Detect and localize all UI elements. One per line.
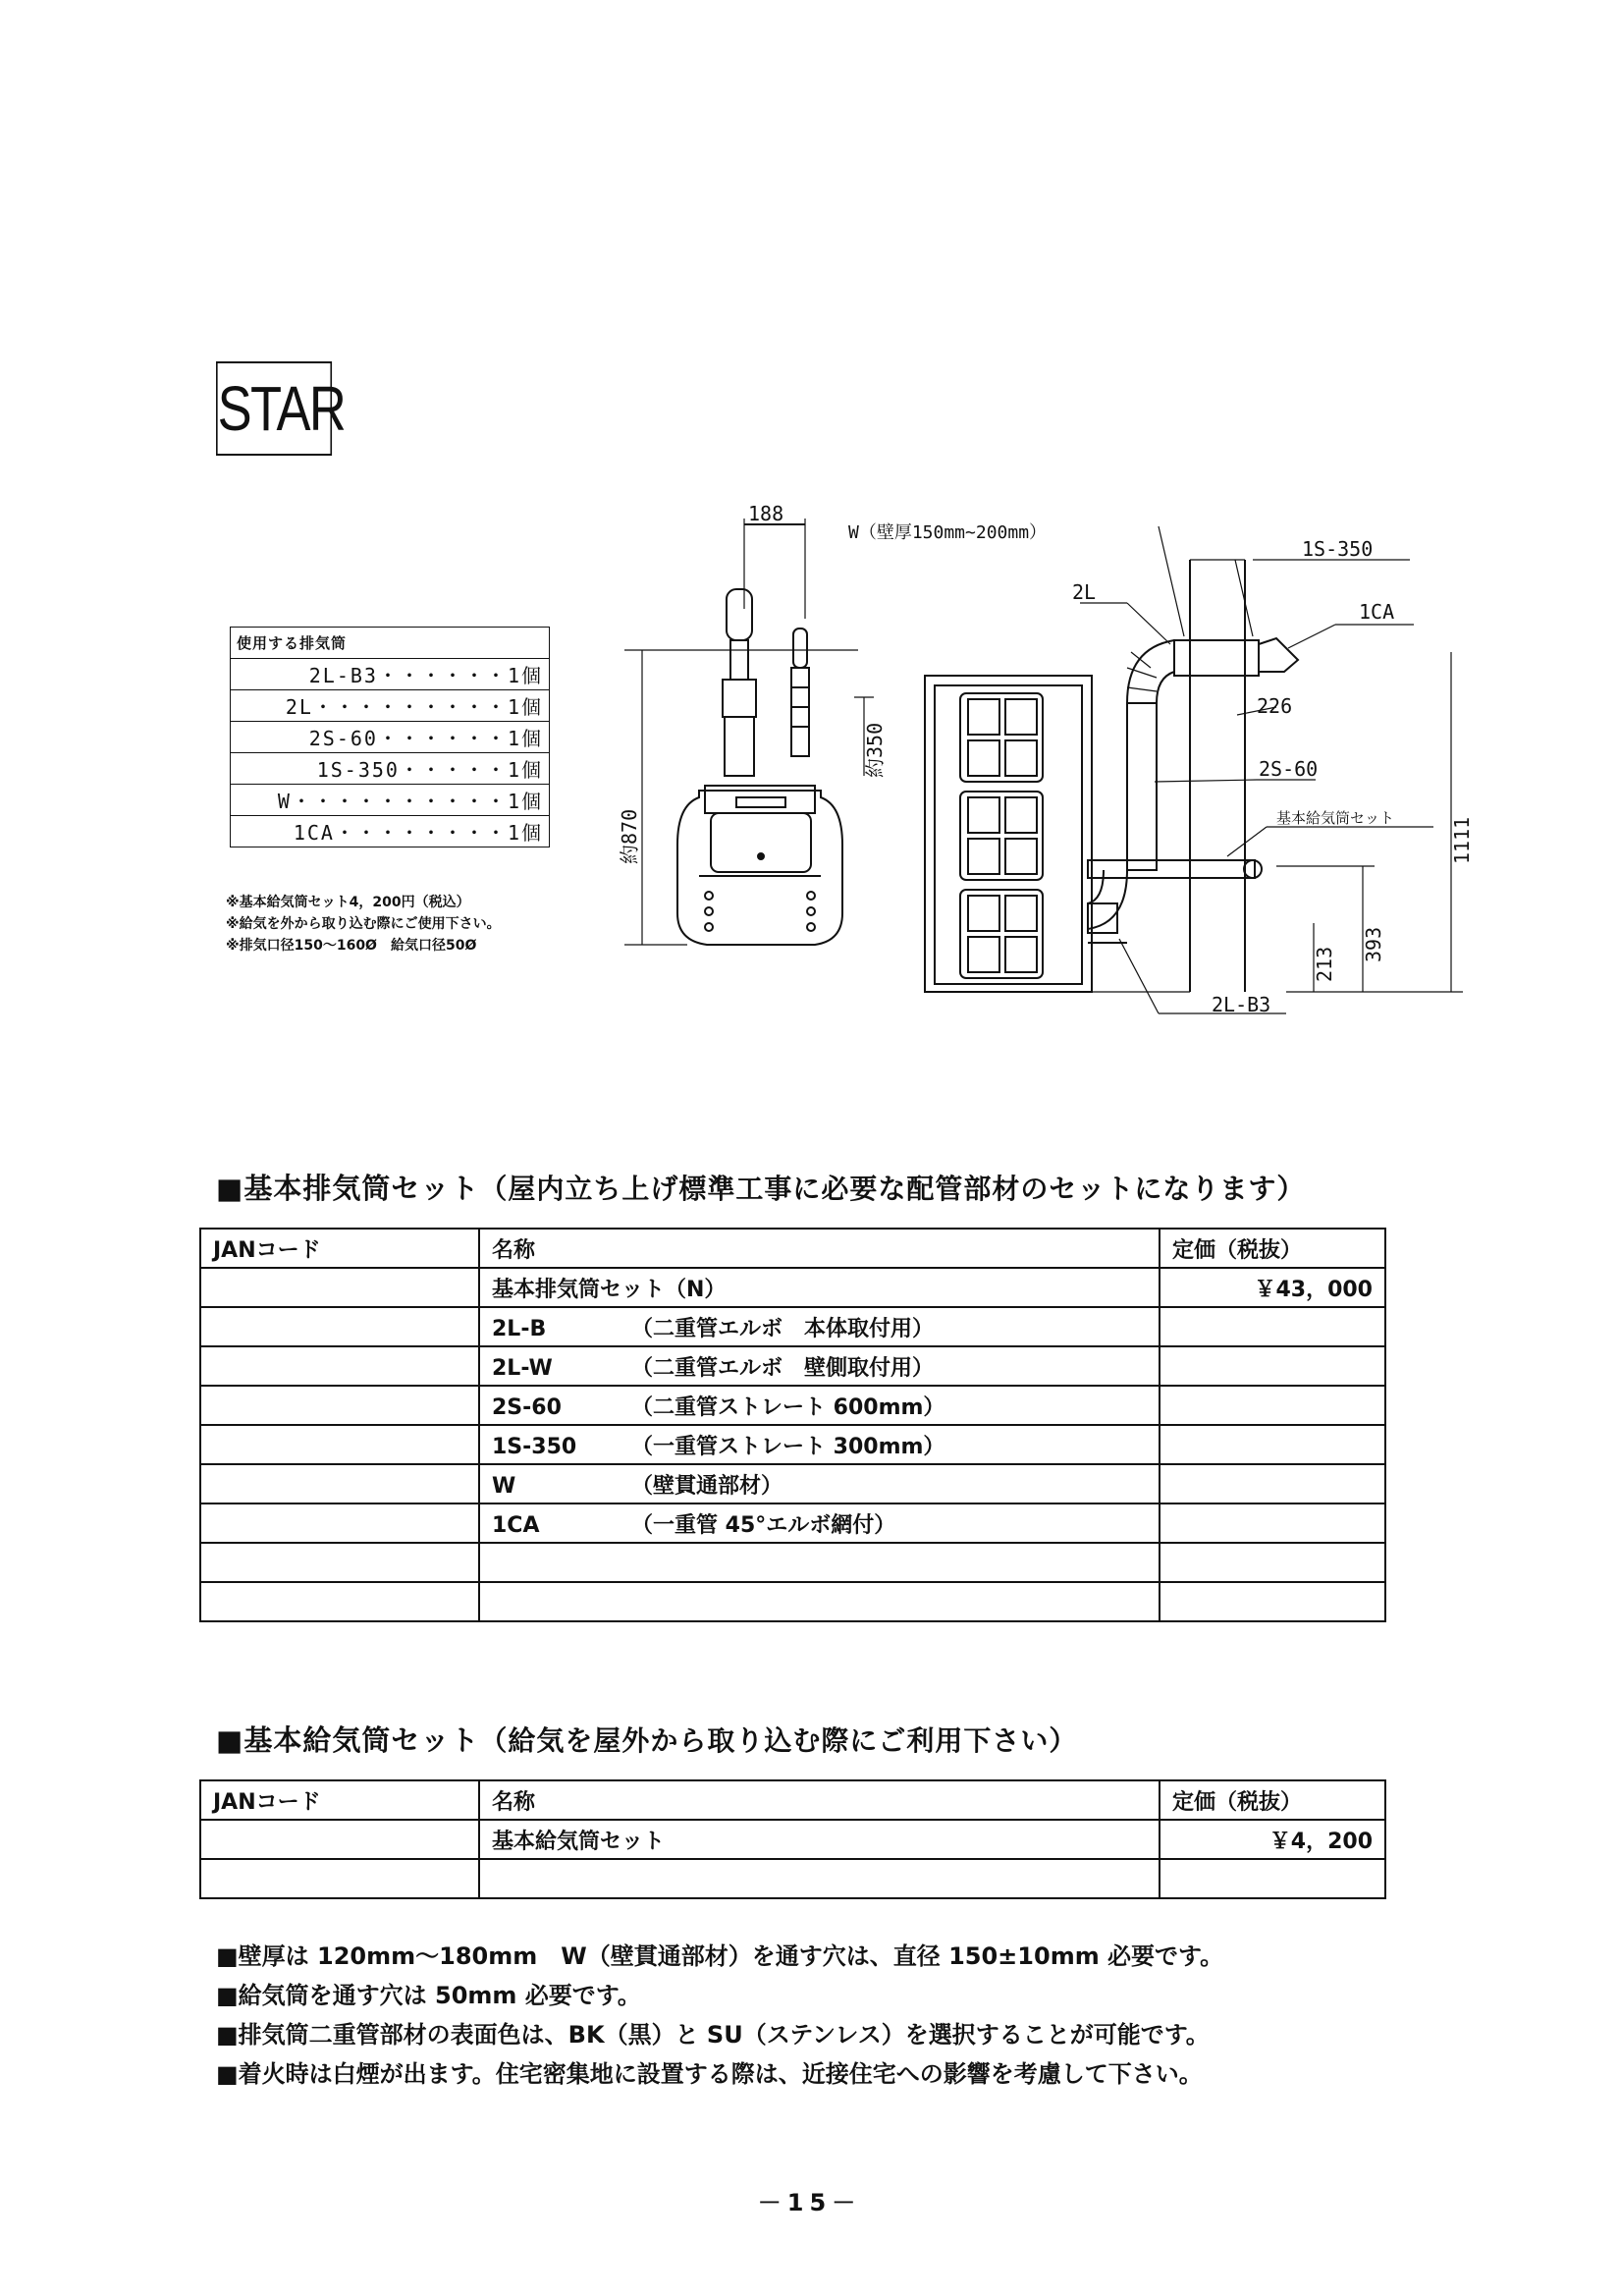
item-price: ￥43，000 (1160, 1268, 1385, 1307)
footnote: ■着火時は白煙が出ます。住宅密集地に設置する際は、近接住宅への影響を考慮して下さい。 (216, 2060, 1203, 2088)
part-code: 2L-B (492, 1316, 547, 1341)
part-desc: （一重管ストレート 300mm） (631, 1434, 945, 1459)
item-price: ￥4，200 (1160, 1820, 1385, 1859)
usage-note: ※給気を外から取り込む際にご使用下さい。 (226, 916, 501, 932)
intake-price-table (199, 1779, 1386, 1899)
part-desc: （壁貫通部材） (631, 1473, 783, 1499)
label-1s-350: 1S-350 (1302, 537, 1374, 561)
usage-row: 2S-60・・・・・・1個 (231, 722, 550, 753)
table-row (200, 1307, 1385, 1346)
footnotes (216, 1937, 1223, 2094)
part-desc: （二重管エルボ 壁側取付用） (631, 1355, 935, 1381)
dim-393: 393 (1362, 926, 1385, 962)
table-header-row (200, 1780, 1385, 1820)
dim-870: 約870 (618, 808, 641, 864)
exhaust-section-title (216, 1167, 1305, 1207)
table-row (200, 1503, 1385, 1543)
section-mark: ■ (216, 1172, 244, 1205)
table-row (200, 1543, 1385, 1582)
part-code: 1S-350 (492, 1434, 577, 1459)
page-number: －15－ (757, 2189, 862, 2216)
part-code: 2S-60 (492, 1394, 562, 1420)
item-name: 基本給気筒セット (479, 1820, 1160, 1859)
usage-row: 2L-B3・・・・・・1個 (231, 659, 550, 690)
intake-subtitle: （給気を屋外から取り込む際にご利用下さい） (479, 1724, 1078, 1757)
exhaust-title: 基本排気筒セット (243, 1172, 480, 1205)
section-mark: ■ (216, 1723, 244, 1757)
table-row (200, 1582, 1385, 1621)
installation-diagram (609, 501, 1474, 1051)
table-row (200, 1268, 1385, 1307)
part-desc: （二重管ストレート 600mm） (631, 1394, 945, 1420)
intake-section-title (216, 1719, 1077, 1759)
usage-note: ※排気口径150～160Ø 給気口径50Ø (226, 938, 477, 954)
part-code: 2L-W (492, 1355, 553, 1381)
footnote: ■給気筒を通す穴は 50mm 必要です。 (216, 1982, 641, 2009)
usage-row: W・・・・・・・・・・1個 (231, 785, 550, 816)
col-name: 名称 (479, 1229, 1160, 1268)
usage-table (230, 627, 550, 847)
intake-title: 基本給気筒セット (243, 1723, 480, 1757)
part-desc: （一重管 45°エルボ網付） (631, 1512, 896, 1538)
table-row (200, 1386, 1385, 1425)
exhaust-subtitle: （屋内立ち上げ標準工事に必要な配管部材のセットになります） (479, 1173, 1306, 1205)
col-jan: JANコード (200, 1229, 479, 1268)
dim-188: 188 (748, 502, 784, 525)
exhaust-price-table (199, 1228, 1386, 1622)
dim-213: 213 (1313, 946, 1336, 982)
part-code: 1CA (492, 1512, 540, 1538)
label-wall: W（壁厚150mm~200mm） (848, 522, 1048, 543)
table-row (200, 1425, 1385, 1464)
label-2l-b3: 2L-B3 (1212, 993, 1271, 1016)
col-price: 定価（税抜） (1160, 1229, 1385, 1268)
dim-1111: 1111 (1450, 816, 1474, 864)
part-code: W (492, 1473, 516, 1499)
usage-row: 1CA・・・・・・・・1個 (293, 821, 543, 845)
table-header-row (200, 1229, 1385, 1268)
usage-row: 2L・・・・・・・・・1個 (231, 690, 550, 722)
col-name: 名称 (479, 1780, 1160, 1820)
label-1ca: 1CA (1359, 600, 1395, 624)
usage-row: 1S-350・・・・・1個 (231, 753, 550, 785)
footnote: ■壁厚は 120mm～180mm W（壁貫通部材）を通す穴は、直径 150±10mm 必要です。 (216, 1942, 1224, 1970)
usage-notes (226, 892, 501, 957)
table-row (200, 1859, 1385, 1898)
table-row (200, 1820, 1385, 1859)
label-intake-set: 基本給気筒セット (1276, 809, 1395, 827)
item-name: 基本排気筒セット（N） (479, 1268, 1160, 1307)
usage-note: ※基本給気筒セット4，200円（税込） (226, 895, 470, 910)
usage-header: 使用する排気筒 (231, 628, 550, 659)
table-row (200, 1346, 1385, 1386)
footnote: ■排気筒二重管部材の表面色は、BK（黒）と SU（ステンレス）を選択することが可能です。 (216, 2021, 1210, 2049)
label-2s-60: 2S-60 (1259, 757, 1319, 781)
col-price: 定価（税抜） (1160, 1780, 1385, 1820)
label-2l: 2L (1072, 580, 1097, 604)
col-jan: JANコード (200, 1780, 479, 1820)
brand-logo: STAR (216, 361, 332, 456)
table-row (200, 1464, 1385, 1503)
label-226: 226 (1257, 694, 1293, 718)
dim-350: 約350 (863, 722, 887, 778)
part-desc: （二重管エルボ 本体取付用） (631, 1316, 935, 1341)
